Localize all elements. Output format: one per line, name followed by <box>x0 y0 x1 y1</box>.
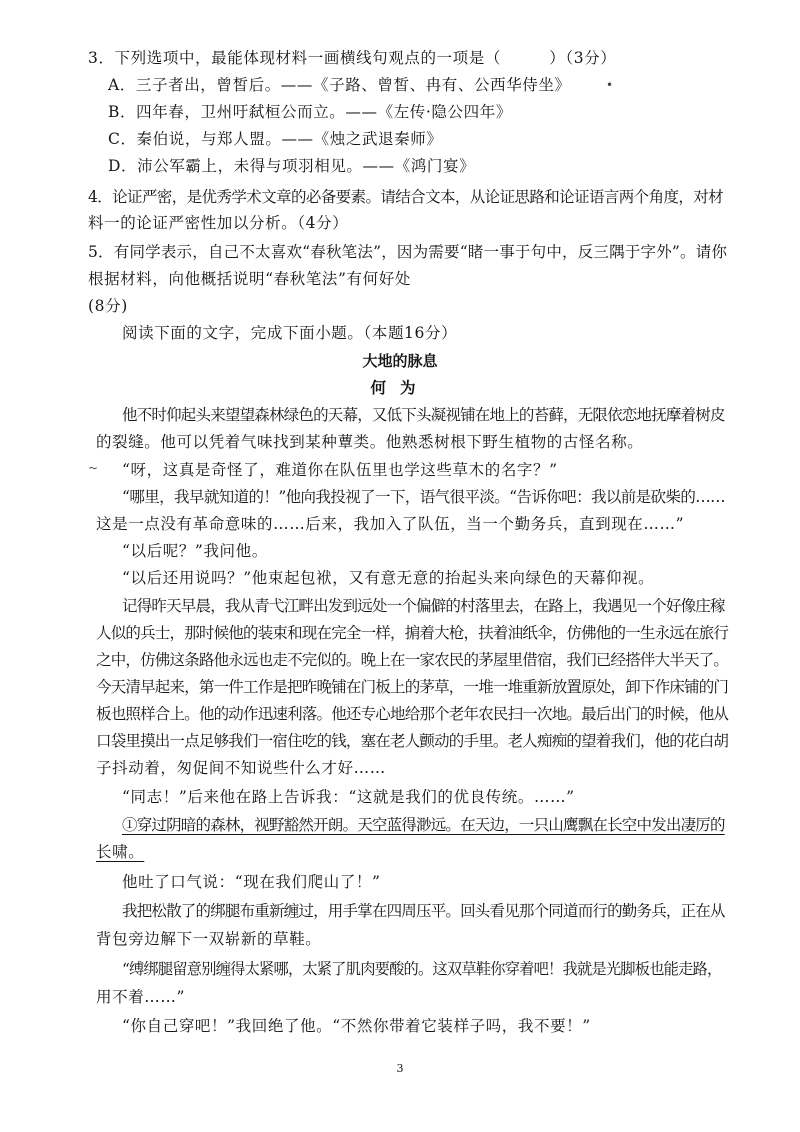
scan-speck: • <box>606 78 614 92</box>
passage-line: “呀，这真是奇怪了，难道你在队伍里也学这些草木的名字？” <box>122 461 558 479</box>
passage-line: 他不时仰起头来望望森林绿色的天幕，又低下头凝视铺在地上的苔藓，无限依恋地抚摩着树皮 <box>122 406 725 424</box>
question-3-option-b: B．四年春，卫州吁弑桓公而立。——《左传·隐公四年》 <box>108 103 512 121</box>
passage-line: 口袋里摸出一点足够我们一宿住吃的钱，塞在老人颤动的手里。老人痴痴的望着我们，他的花白胡 <box>96 732 729 750</box>
question-3-option-a: A．三子者出，曾皙后。——《子路、曾皙、冉有、公西华侍坐》 <box>108 76 571 94</box>
passage-line: “以后呢？”我问他。 <box>122 542 268 560</box>
question-3-option-c: C．秦伯说，与郑人盟。——《烛之武退秦师》 <box>108 130 443 148</box>
underlined-sentence: 长啸。 <box>96 843 145 861</box>
margin-mark: ~ <box>88 461 99 475</box>
question-3-stem: 3．下列选项中，最能体现材料一画横线句观点的一项是（ ）（3分） <box>88 49 617 67</box>
question-3-option-d: D．沛公军霸上，未得与项羽相见。——《鸿门宴》 <box>108 157 476 175</box>
question-4-line-1: 4．论证严密，是优秀学术文章的必备要素。请结合文本，从论证思路和论证语言两个角度，对材 <box>88 188 724 206</box>
passage-line: 的裂缝。他可以凭着气味找到某种蕈类。他熟悉树根下野生植物的古怪名称。 <box>96 433 644 451</box>
passage-line: 今天清早起来，第一件工作是把昨晚铺在门板上的茅草，一堆一堆重新放置原处，卸下作床铺的门 <box>96 678 729 696</box>
passage-line: 板也照样合上。他的动作迅速利落。他还专心地给那个老年农民扫一次地。最后出门的时候，他从 <box>96 705 729 723</box>
passage-line: 子抖动着，匆促间不知说些什么才好…… <box>96 759 386 777</box>
article-author: 何为 <box>370 378 430 397</box>
question-4-line-2: 料一的论证严密性加以分析。（4分） <box>88 214 349 232</box>
question-5-line-3: (8分) <box>88 297 128 315</box>
underlined-sentence: ①穿过阴暗的森林，视野豁然开朗。天空蓝得渺远。在天边，一只山鹰飘在长空中发出凄厉的 <box>122 816 725 834</box>
reading-intro: 阅读下面的文字，完成下面小题。（本题16分） <box>122 324 458 342</box>
article-title: 大地的脉息 <box>362 352 438 370</box>
passage-line: 人似的兵士，那时候他的装束和现在完全一样，掮着大枪，扶着油纸伞，仿佛他的一生永远在旅行 <box>96 624 729 642</box>
passage-line: 背包旁边解下一双崭新的草鞋。 <box>96 930 322 948</box>
passage-line: 他吐了口气说：“现在我们爬山了！” <box>122 873 381 891</box>
passage-line: 我把松散了的绑腿布重新缠过，用手掌在四周压平。回头看见那个同道而行的勤务兵，正在从 <box>122 902 725 920</box>
question-5-line-1: 5．有同学表示，自己不太喜欢“春秋笔法”，因为需要“睹一事于句中，反三隅于字外”。请你 <box>88 243 728 261</box>
passage-line: “同志！”后来他在路上告诉我：“这就是我们的优良传统。……” <box>122 788 575 806</box>
passage-line: “缚绑腿留意别缠得太紧哪，太紧了肌肉要酸的。这双草鞋你穿着吧！我就是光脚板也能走路， <box>122 960 722 978</box>
page-number: 3 <box>396 1062 404 1075</box>
passage-line: 记得昨天早晨，我从青弋江畔出发到远处一个偏僻的村落里去，在路上，我遇见一个好像庄稼 <box>122 597 725 615</box>
passage-line: “你自己穿吧！”我回绝了他。“不然你带着它装样子吗，我不要！” <box>122 1017 591 1035</box>
passage-line: 这是一点没有革命意味的……后来，我加入了队伍，当一个勤务兵，直到现在……” <box>96 515 685 533</box>
passage-line: 之中，仿佛这条路他永远也走不完似的。晚上在一家农民的茅屋里借宿，我们已经搭伴大半天了。 <box>96 651 729 669</box>
passage-line: 用不着……” <box>96 988 186 1006</box>
question-5-line-2: 根据材料，向他概括说明“春秋笔法”有何好处 <box>88 270 411 288</box>
passage-line: “以后还用说吗？”他束起包袱，又有意无意的抬起头来向绿色的天幕仰视。 <box>122 569 655 587</box>
passage-line: “哪里，我早就知道的！”他向我投视了一下，语气很平淡。“告诉你吧：我以前是砍柴的…… <box>122 488 726 506</box>
